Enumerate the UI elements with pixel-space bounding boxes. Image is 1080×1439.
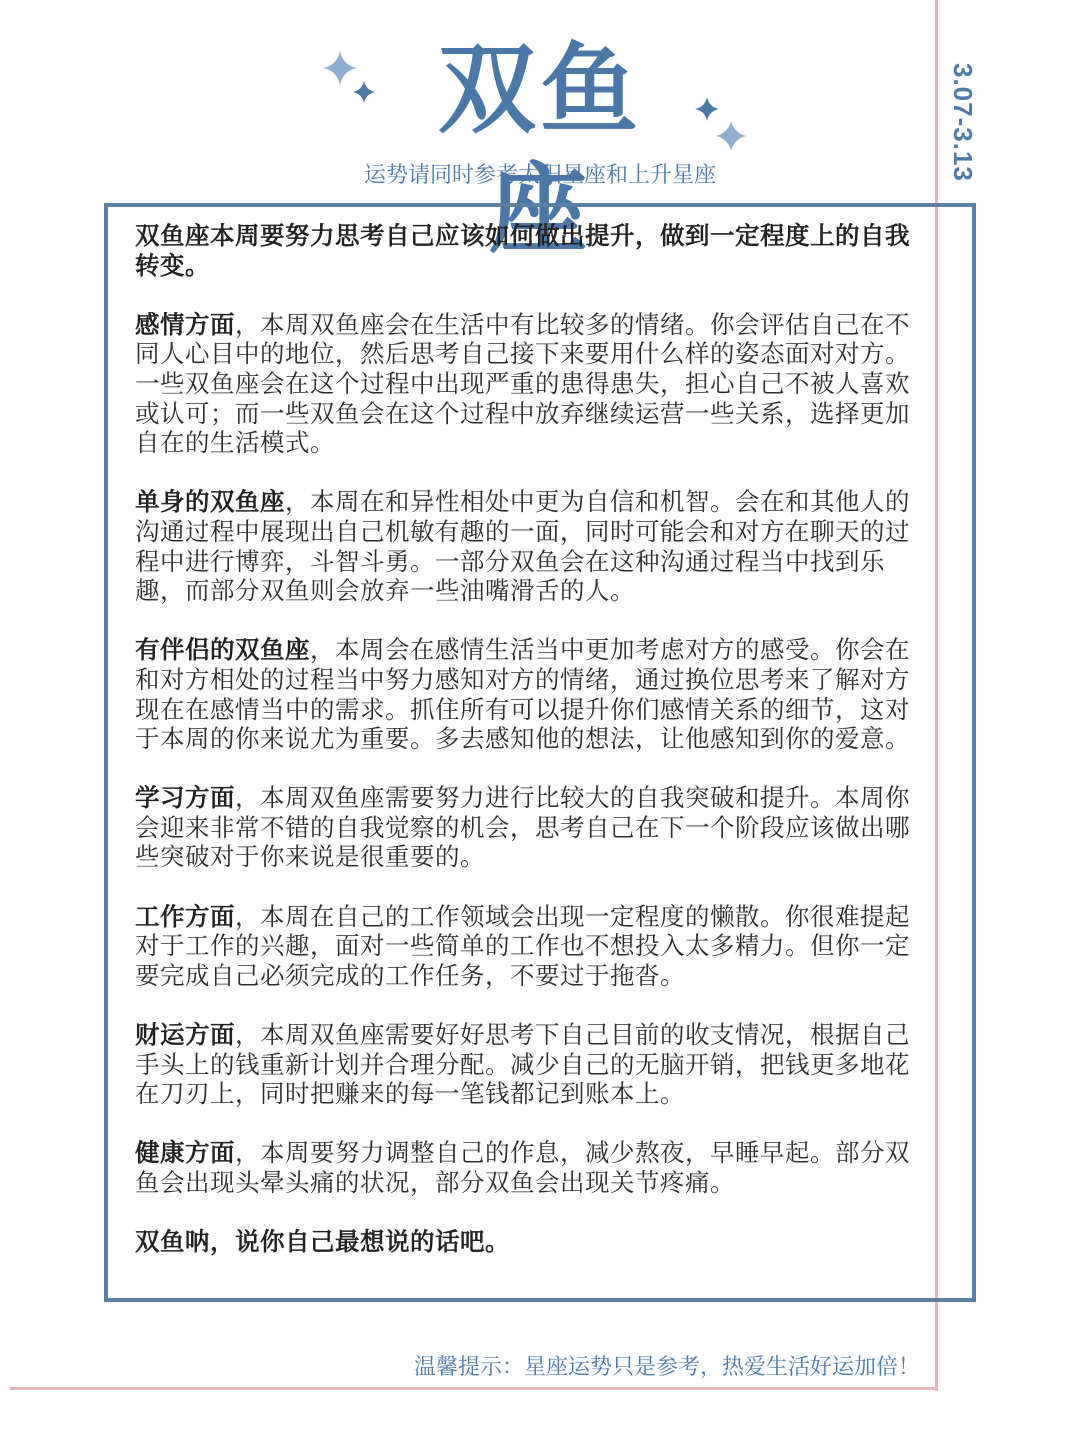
section-love (135, 310, 920, 458)
date-range: 3.07-3.13 (948, 62, 978, 182)
section-study (135, 783, 920, 872)
section-heading: 有伴侣的双鱼座 (135, 635, 310, 665)
section-heading: 健康方面 (135, 1138, 235, 1168)
section-text: ，本周会在感情生活当中更加考虑对方的感受。你会在和对方相处的过程当中努力感知对方的情绪，通过换位思考来了解对方现在在感情当中的需求。抓住所有可以提升你们感情关系的细节，这对于本周的你来说尤为重要。多去感知他的想法，让他感知到你的爱意。 (135, 635, 910, 754)
section-heading: 工作方面 (135, 901, 235, 931)
section-heading: 财运方面 (135, 1020, 235, 1050)
section-heading: 学习方面 (135, 783, 235, 813)
section-partnered (135, 635, 920, 753)
section-text: ，本周双鱼座会在生活中有比较多的情绪。你会评估自己在不同人心目中的地位，然后思考自己接下来要用什么样的姿态面对对方。一些双鱼座会在这个过程中出现严重的患得患失，担心自己不被人喜欢或认可；而一些双鱼会在这个过程中放弃继续运营一些关系，选择更加自在的生活模式。 (135, 309, 910, 458)
section-text: ，本周双鱼座需要努力进行比较大的自我突破和提升。本周你会迎来非常不错的自我觉察的机会，思考自己在下一个阶段应该做出哪些突破对于你来说是很重要的。 (135, 783, 910, 872)
section-text: ，本周要努力调整自己的作息，减少熬夜，早睡早起。部分双鱼会出现头晕头痛的状况，部分双鱼会出现关节疼痛。 (135, 1138, 910, 1197)
horoscope-body (135, 221, 920, 1286)
page-title: 双鱼座 (437, 33, 642, 267)
section-finance (135, 1020, 920, 1109)
intro-paragraph: 双鱼座本周要努力思考自己应该如何做出提升，做到一定程度上的自我转变。 (135, 221, 910, 280)
section-text: ，本周在自己的工作领域会出现一定程度的懒散。你很难提起对于工作的兴趣，面对一些简单的工作也不想投入太多精力。但你一定要完成自己必须完成的工作任务，不要过于拖沓。 (135, 901, 910, 990)
section-work (135, 902, 920, 991)
section-text: ，本周在和异性相处中更为自信和机智。会在和其他人的沟通过程中展现出自己机敏有趣的一面，同时可能会和对方在聊天的过程中进行博弈，斗智斗勇。一部分双鱼会在这种沟通过程当中找到乐趣，而部分双鱼则会放弃一些油嘴滑舌的人。 (135, 487, 910, 606)
subtitle: 运势请同时参考太阳星座和上升星座 (363, 163, 716, 188)
section-heading: 感情方面 (135, 309, 235, 339)
sparkle-star-icon (694, 96, 720, 122)
footer-tip: 温馨提示：星座运势只是参考，热爱生活好运加倍！ (413, 1355, 920, 1380)
section-heading: 单身的双鱼座 (135, 487, 285, 517)
section-health (135, 1138, 920, 1197)
sparkle-star-small-icon (352, 80, 376, 104)
sparkle-star-icon (715, 120, 747, 152)
pink-horizontal-rule (10, 1387, 938, 1390)
closing-line: 双鱼呐，说你自己最想说的话吧。 (135, 1227, 510, 1257)
section-text: ，本周双鱼座需要好好思考下自己目前的收支情况，根据自己手头上的钱重新计划并合理分配。减少自己的无脑开销，把钱更多地花在刀刃上，同时把赚来的每一笔钱都记到账本上。 (135, 1020, 910, 1109)
section-single (135, 487, 920, 605)
